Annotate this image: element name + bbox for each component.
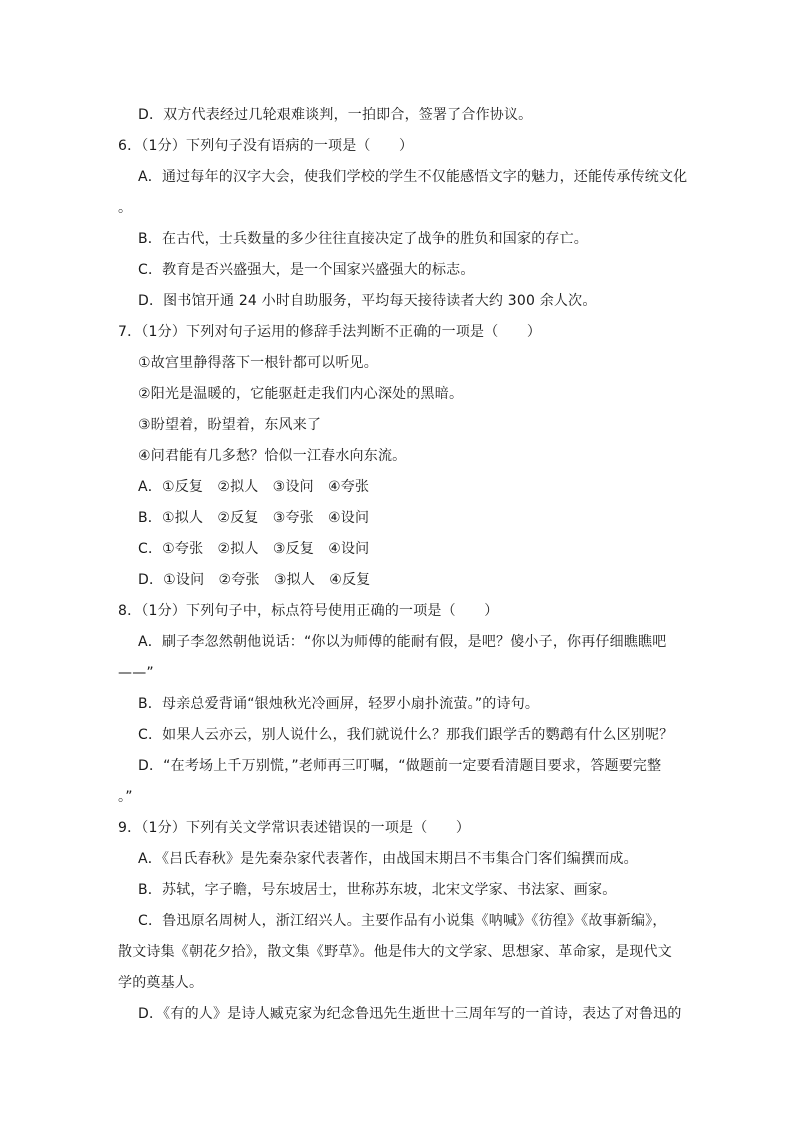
question-9-option-b: B．苏轼，字子瞻，号东坡居士，世称苏东坡，北宋文学家、书法家、画家。 bbox=[138, 882, 617, 898]
question-9-option-d: D．《有的人》是诗人臧克家为纪念鲁迅先生逝世十三周年写的一首诗，表达了对鲁迅的 bbox=[138, 1006, 682, 1022]
question-9-option-c: C．鲁迅原名周树人，浙江绍兴人。主要作品有小说集《呐喊》《彷徨》《故事新编》， bbox=[138, 913, 667, 929]
question-6-option-c: C．教育是否兴盛强大，是一个国家兴盛强大的标志。 bbox=[138, 262, 475, 278]
question-8-option-d: D．“在考场上千万别慌，”老师再三叮嘱，“做题前一定要看清题目要求，答题要完整 bbox=[138, 758, 662, 774]
question-7-option-c: C．①夸张 ②拟人 ③反复 ④设问 bbox=[138, 541, 370, 557]
question-9-option-a: A．《吕氏春秋》是先秦杂家代表著作，由战国末期吕不韦集合门客们编撰而成。 bbox=[138, 851, 638, 867]
question-6-option-a-continued: 。 bbox=[118, 200, 133, 216]
question-6-option-b: B．在古代，士兵数量的多少往往直接决定了战争的胜负和国家的存亡。 bbox=[138, 231, 589, 247]
question-7-sentence-2: ②阳光是温暖的，它能驱赶走我们内心深处的黑暗。 bbox=[138, 386, 464, 402]
question-7-sentence-4: ④问君能有几多愁？恰似一江春水向东流。 bbox=[138, 448, 407, 464]
question-9-option-c-continued-1: 散文诗集《朝花夕拾》，散文集《野草》。他是伟大的文学家、思想家、革命家，是现代文 bbox=[118, 944, 672, 960]
question-8-option-d-continued: 。” bbox=[118, 789, 133, 805]
question-5-option-d: D．双方代表经过几轮艰难谈判，一拍即合，签署了合作协议。 bbox=[138, 107, 533, 123]
question-6-option-a: A．通过每年的汉字大会，使我们学校的学生不仅能感悟文字的魅力，还能传承传统文化 bbox=[138, 169, 688, 185]
question-6-stem: 6．（1分）下列句子没有语病的一项是（ ） bbox=[118, 138, 414, 154]
question-8-option-a: A．刷子李忽然朝他说话：“你以为师傅的能耐有假，是吧？傻小子，你再仔细瞧瞧吧 bbox=[138, 634, 667, 650]
question-6-option-d: D．图书馆开通 24 小时自助服务，平均每天接待读者大约 300 余人次。 bbox=[138, 293, 597, 309]
question-7-stem: 7．（1分）下列对句子运用的修辞手法判断不正确的一项是（ ） bbox=[118, 324, 542, 340]
question-8-stem: 8．（1分）下列句子中，标点符号使用正确的一项是（ ） bbox=[118, 603, 499, 619]
question-7-option-d: D．①设问 ②夸张 ③拟人 ④反复 bbox=[138, 572, 371, 588]
question-8-option-c: C．如果人云亦云，别人说什么，我们就说什么？那我们跟学舌的鹦鹉有什么区别呢？ bbox=[138, 727, 674, 743]
question-9-stem: 9．（1分）下列有关文学常识表述错误的一项是（ ） bbox=[118, 820, 471, 836]
question-7-sentence-3: ③盼望着，盼望着，东风来了 bbox=[138, 417, 322, 433]
question-8-option-a-continued: ——” bbox=[118, 665, 154, 681]
question-7-option-b: B．①拟人 ②反复 ③夸张 ④设问 bbox=[138, 510, 370, 526]
question-8-option-b: B．母亲总爱背诵“银烛秋光冷画屏，轻罗小扇扑流萤。”的诗句。 bbox=[138, 696, 540, 712]
question-7-sentence-1: ①故宫里静得落下一根针都可以听见。 bbox=[138, 355, 378, 371]
question-9-option-c-continued-2: 学的奠基人。 bbox=[118, 975, 204, 991]
question-7-option-a: A．①反复 ②拟人 ③设问 ④夸张 bbox=[138, 479, 370, 495]
